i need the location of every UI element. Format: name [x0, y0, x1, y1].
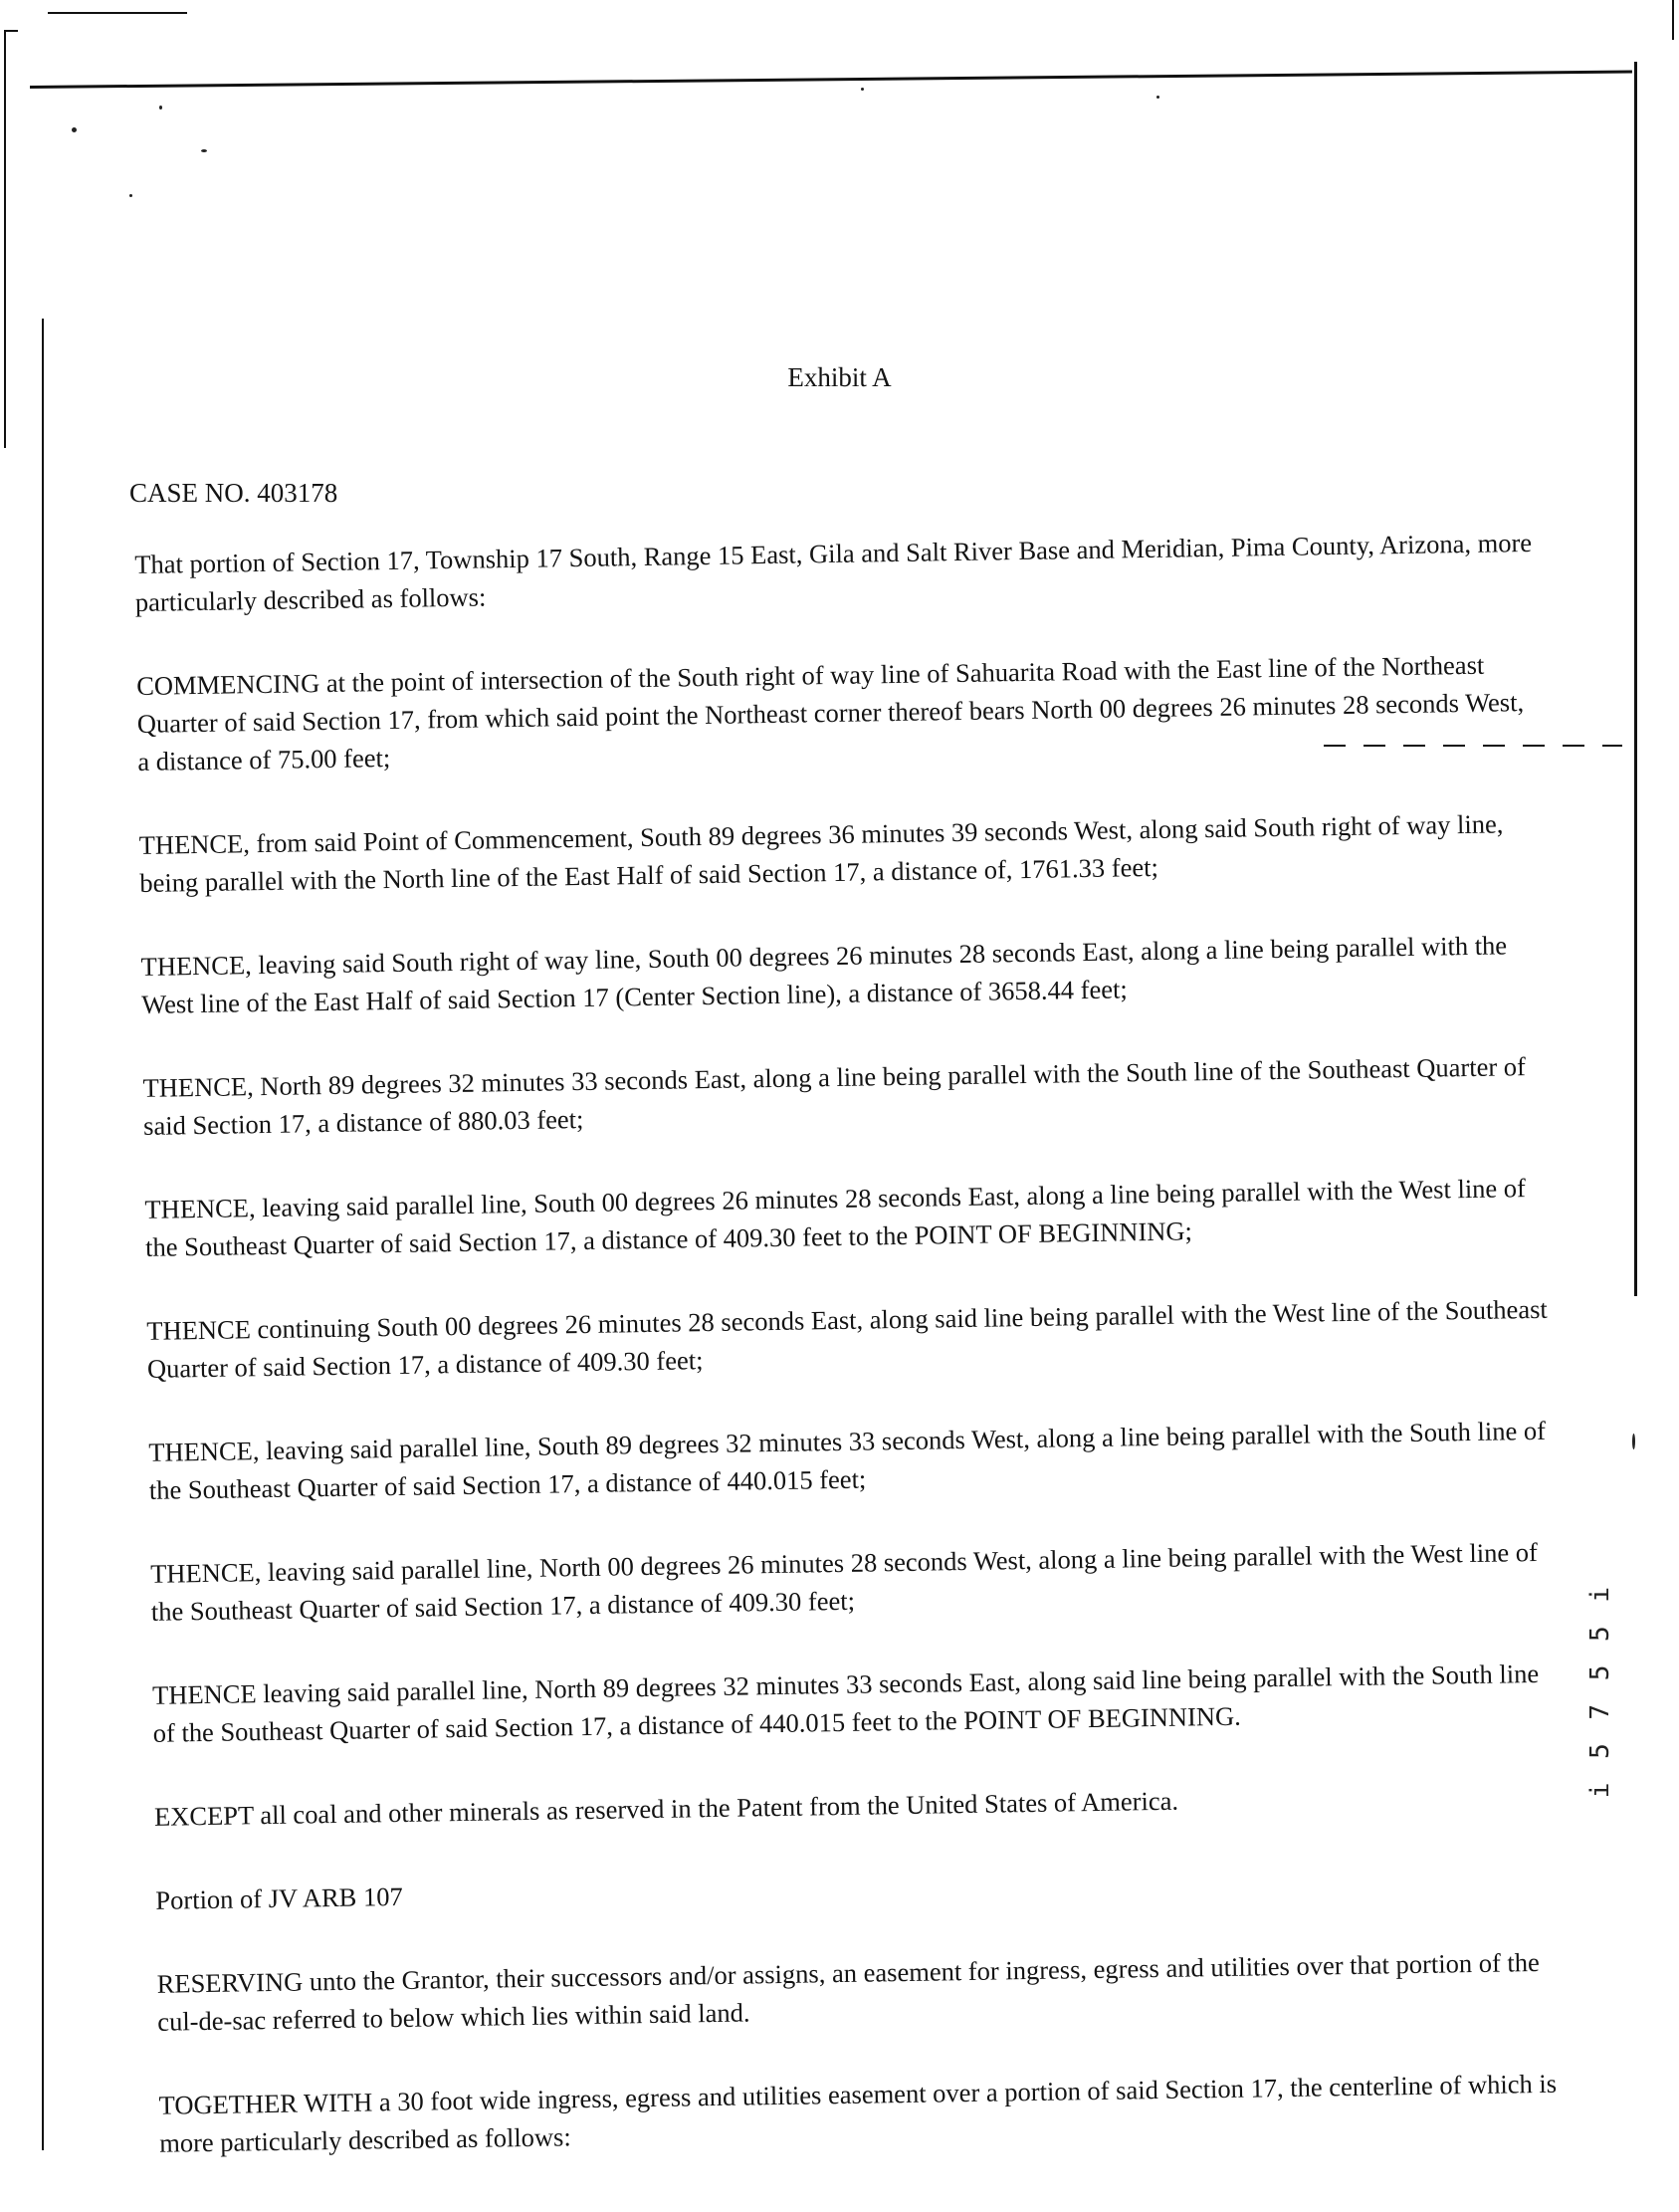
paragraph-thence-5: THENCE continuing South 00 degrees 26 minutes 28 seconds East, along said line being parallel with the West line of the Southeast Quarter of said Section 17, a distance of 409.30 feet;	[146, 1293, 1548, 1384]
document-title: Exhibit A	[787, 362, 892, 392]
top-border	[30, 71, 1632, 89]
scan-speck	[861, 88, 864, 91]
scan-speck	[129, 194, 132, 197]
scan-speck	[201, 149, 207, 152]
paragraph-thence-1: THENCE, from said Point of Commencement, South 89 degrees 36 minutes 39 seconds West, along said South right of way line, being parallel with the North line of the East Half of said Section 17, a distance of, 1761.33 feet;	[138, 808, 1504, 898]
side-stamp-number: i 5 7 5 5 i	[1585, 1583, 1615, 1799]
paragraph-thence-2: THENCE, leaving said South right of way line, South 00 degrees 26 minutes 28 seconds East, along a line being parallel with the West line of the East Half of said Section 17 (Center Section line), a distance of 3658.44 feet;	[140, 930, 1508, 1019]
top-right-corner-tick	[1672, 0, 1674, 40]
paragraph-except: EXCEPT all coal and other minerals as reserved in the Patent from the United States of America.	[153, 1785, 1179, 1832]
left-lower-border	[42, 319, 44, 2150]
paragraph-thence-6: THENCE, leaving said parallel line, South 89 degrees 32 minutes 33 seconds West, along a line being parallel with the South line of the Southeast Quarter of said Section 17, a distance of 440.015 feet;	[148, 1415, 1547, 1505]
paragraph-reserving: RESERVING unto the Grantor, their successors and/or assigns, an easement for ingress, egress and utilities over that portion of the cul-de-sac referred to below which lies within said land.	[156, 1947, 1540, 2037]
case-number: CASE NO. 403178	[129, 478, 338, 508]
scan-speck	[72, 127, 77, 132]
paragraph-commencing: COMMENCING at the point of intersection of the South right of way line of Sahuarita Road with the East line of the Northeast Quarter of said Section 17, from which said point the Northeast corner thereof bears North 00 degrees 26 minutes 28 seconds West, a distance of 75.00 feet;	[135, 649, 1525, 776]
top-left-rule	[48, 12, 187, 14]
paragraph-thence-7: THENCE, leaving said parallel line, North 00 degrees 26 minutes 28 seconds West, along a line being parallel with the West line of the Southeast Quarter of said Section 17, a distance of 409.30 feet;	[149, 1536, 1539, 1627]
paragraph-thence-3: THENCE, North 89 degrees 32 minutes 33 seconds East, along a line being parallel with the South line of the Southeast Quarter of said Section 17, a distance of 880.03 feet;	[142, 1051, 1527, 1141]
left-border-tick	[4, 30, 18, 32]
scan-speck	[159, 106, 162, 110]
scan-speck	[1156, 96, 1159, 99]
paragraph-together-with: TOGETHER WITH a 30 foot wide ingress, egress and utilities easement over a portion of said Section 17, the centerline of which is more particularly described as follows:	[158, 2068, 1558, 2158]
scan-speck	[1632, 1434, 1635, 1449]
paragraph-thence-4: THENCE, leaving said parallel line, South 00 degrees 26 minutes 28 seconds East, along a line being parallel with the West line of the Southeast Quarter of said Section 17, a distance of 409.30 feet to the POINT OF BEGINNING;	[144, 1173, 1527, 1262]
paragraph-thence-8: THENCE leaving said parallel line, North 89 degrees 32 minutes 33 seconds East, along said line being parallel with the South line of the Southeast Quarter of said Section 17, a distance of 440.015 feet to the POINT OF BEGINNING.	[151, 1658, 1540, 1748]
legal-description	[134, 524, 1564, 2208]
paragraph-preamble: That portion of Section 17, Township 17 South, Range 15 East, Gila and Salt River Base and Meridian, Pima County, Arizona, more particularly described as follows:	[134, 527, 1533, 617]
right-border	[1634, 62, 1637, 1296]
paragraph-portion: Portion of JV ARB 107	[155, 1880, 403, 1915]
